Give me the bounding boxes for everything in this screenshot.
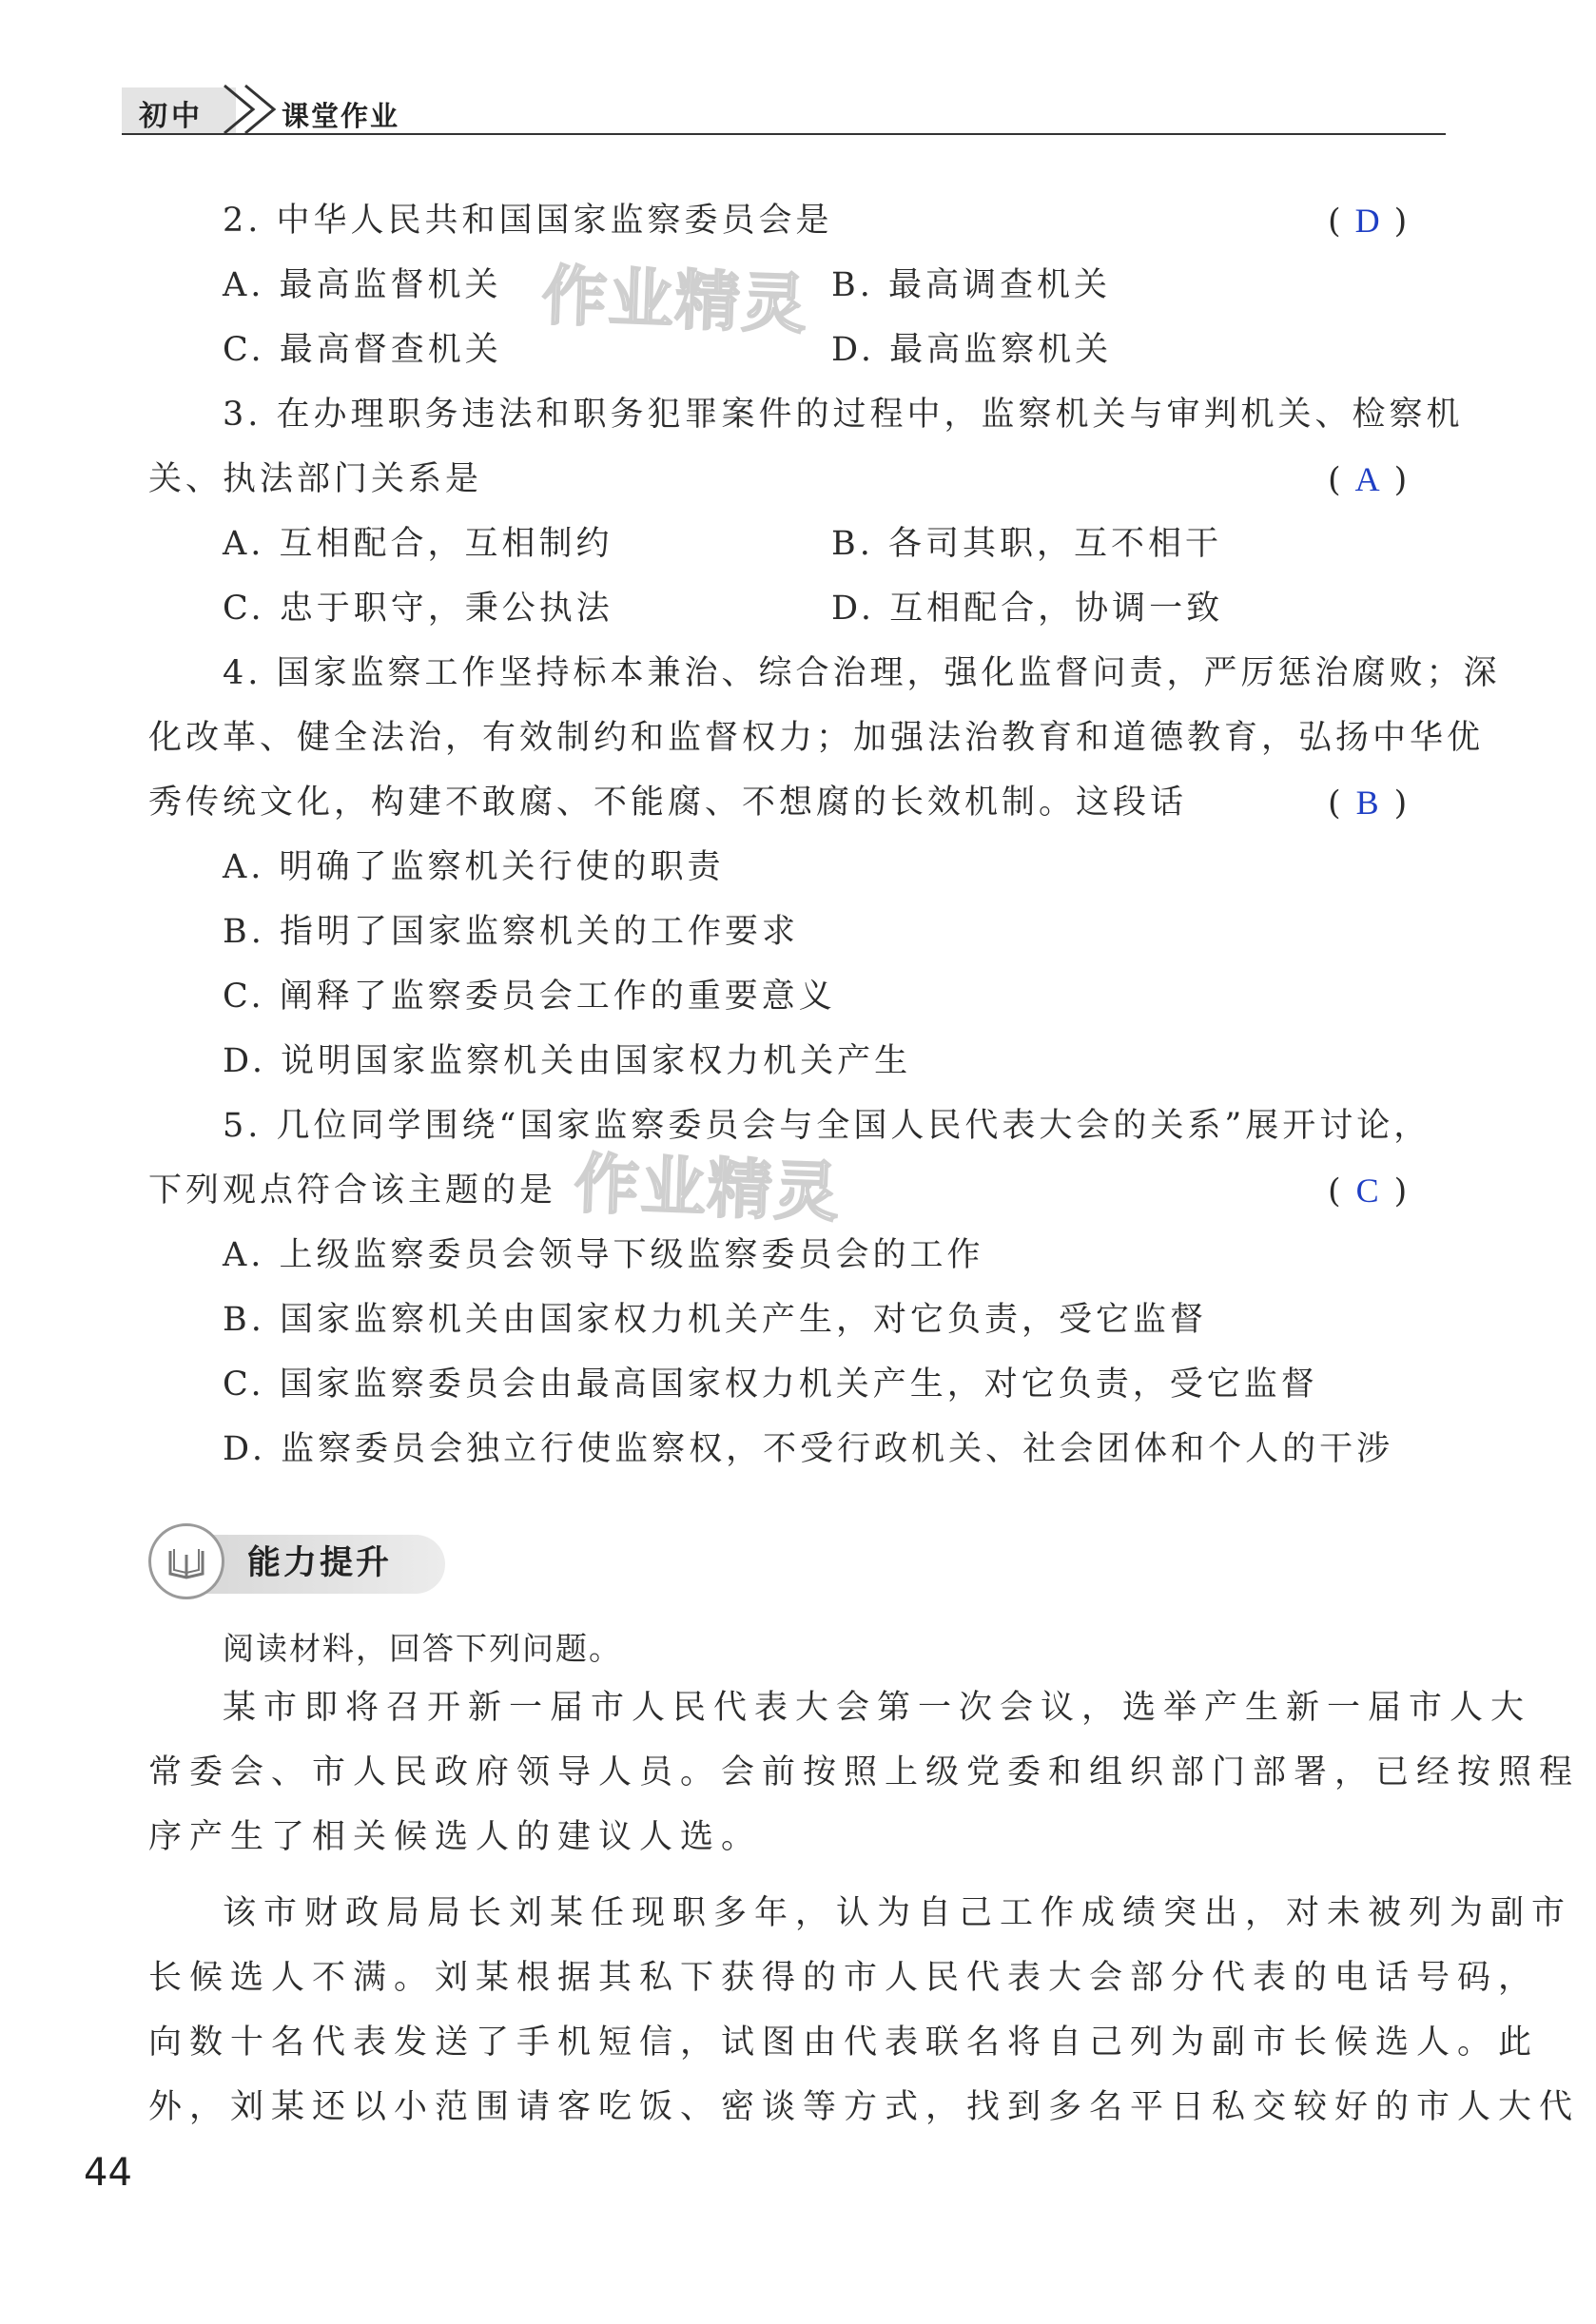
book-icon xyxy=(151,1526,222,1597)
passage-line-2: 常委会、市人民政府领导人员。会前按照上级党委和组织部门部署，已经按照程 xyxy=(148,1753,1581,1791)
question-5-option-a: A. 上级监察委员会领导下级监察委员会的工作 xyxy=(223,1236,984,1274)
question-3-option-d: D. 互相配合，协调一致 xyxy=(831,590,1224,628)
question-3-answer: A xyxy=(1354,460,1380,498)
watermark-text: 作业精灵 xyxy=(540,259,810,343)
passage-line-6: 向数十名代表发送了手机短信，试图由代表联名将自己列为副市长候选人。此 xyxy=(148,2024,1540,2062)
passage-line-5: 长候选人不满。刘某根据其私下获得的市人民代表大会部分代表的电话号码， xyxy=(148,1959,1540,1997)
passage-line-1: 某市即将召开新一届市人民代表大会第一次会议，选举产生新一届市人大 xyxy=(223,1689,1532,1727)
question-5-option-d: D. 监察委员会独立行使监察权，不受行政机关、社会团体和个人的干涉 xyxy=(223,1430,1394,1468)
question-3-option-c: C. 忠于职守，秉公执法 xyxy=(223,590,613,628)
section-icon-circle xyxy=(148,1523,224,1599)
question-2-option-d: D. 最高监察机关 xyxy=(831,331,1113,369)
question-4-stem-line-1: 4. 国家监察工作坚持标本兼治、综合治理，强化监督问责，严厉惩治腐败；深 xyxy=(223,654,1501,692)
question-3-answer-bracket: ( A ) xyxy=(1328,460,1408,499)
question-2-stem: 2. 中华人民共和国国家监察委员会是 xyxy=(223,202,833,240)
passage-line-7: 外，刘某还以小范围请客吃饭、密谈等方式，找到多名平日私交较好的市人大代 xyxy=(148,2088,1581,2126)
passage-line-4: 该市财政局局长刘某任现职多年，认为自己工作成绩突出，对未被列为副市 xyxy=(223,1894,1573,1932)
question-3-stem-line-2: 关、执法部门关系是 xyxy=(148,460,483,498)
question-4-option-b: B. 指明了国家监察机关的工作要求 xyxy=(223,913,799,951)
question-2-option-b: B. 最高调查机关 xyxy=(831,266,1111,304)
section-title: 能力提升 xyxy=(247,1544,393,1582)
watermark-text-2: 作业精灵 xyxy=(573,1147,843,1231)
question-3-option-a: A. 互相配合，互相制约 xyxy=(223,525,613,563)
header-divider xyxy=(122,133,1446,135)
question-5-answer-bracket: ( C ) xyxy=(1328,1172,1408,1210)
passage-line-3: 序产生了相关候选人的建议人选。 xyxy=(148,1818,763,1856)
header-level-label: 初中 xyxy=(139,100,204,133)
page-header xyxy=(122,87,1446,135)
header-title: 课堂作业 xyxy=(282,100,400,132)
instruction-text: 阅读材料，回答下列问题。 xyxy=(223,1630,622,1667)
question-5-stem-line-2: 下列观点符合该主题的是 xyxy=(148,1172,557,1210)
question-5-stem-line-1: 5. 几位同学围绕“国家监察委员会与全国人民代表大会的关系”展开讨论， xyxy=(223,1107,1431,1145)
question-3-option-b: B. 各司其职，互不相干 xyxy=(831,525,1222,563)
question-5-option-b: B. 国家监察机关由国家权力机关产生，对它负责，受它监督 xyxy=(223,1301,1207,1339)
question-4-option-d: D. 说明国家监察机关由国家权力机关产生 xyxy=(223,1042,912,1080)
question-4-option-c: C. 阐释了监察委员会工作的重要意义 xyxy=(223,978,836,1016)
question-2-answer-bracket: ( D ) xyxy=(1328,202,1408,241)
question-4-stem-line-3: 秀传统文化，构建不敢腐、不能腐、不想腐的长效机制。这段话 xyxy=(148,784,1188,822)
question-2-answer: D xyxy=(1354,202,1380,240)
section-heading xyxy=(148,1523,453,1601)
question-4-stem-line-2: 化改革、健全法治，有效制约和监督权力；加强法治教育和道德教育，弘扬中华优 xyxy=(148,719,1485,757)
question-5-option-c: C. 国家监察委员会由最高国家权力机关产生，对它负责，受它监督 xyxy=(223,1365,1318,1404)
page-number: 44 xyxy=(84,2151,132,2195)
question-5-answer: C xyxy=(1355,1172,1379,1210)
question-4-answer: B xyxy=(1355,784,1379,822)
question-2-option-c: C. 最高督查机关 xyxy=(223,331,502,369)
question-4-option-a: A. 明确了监察机关行使的职责 xyxy=(223,848,725,886)
question-4-answer-bracket: ( B ) xyxy=(1328,784,1408,823)
question-3-stem-line-1: 3. 在办理职务违法和职务犯罪案件的过程中，监察机关与审判机关、检察机 xyxy=(223,396,1464,434)
question-2-option-a: A. 最高监督机关 xyxy=(223,266,502,304)
